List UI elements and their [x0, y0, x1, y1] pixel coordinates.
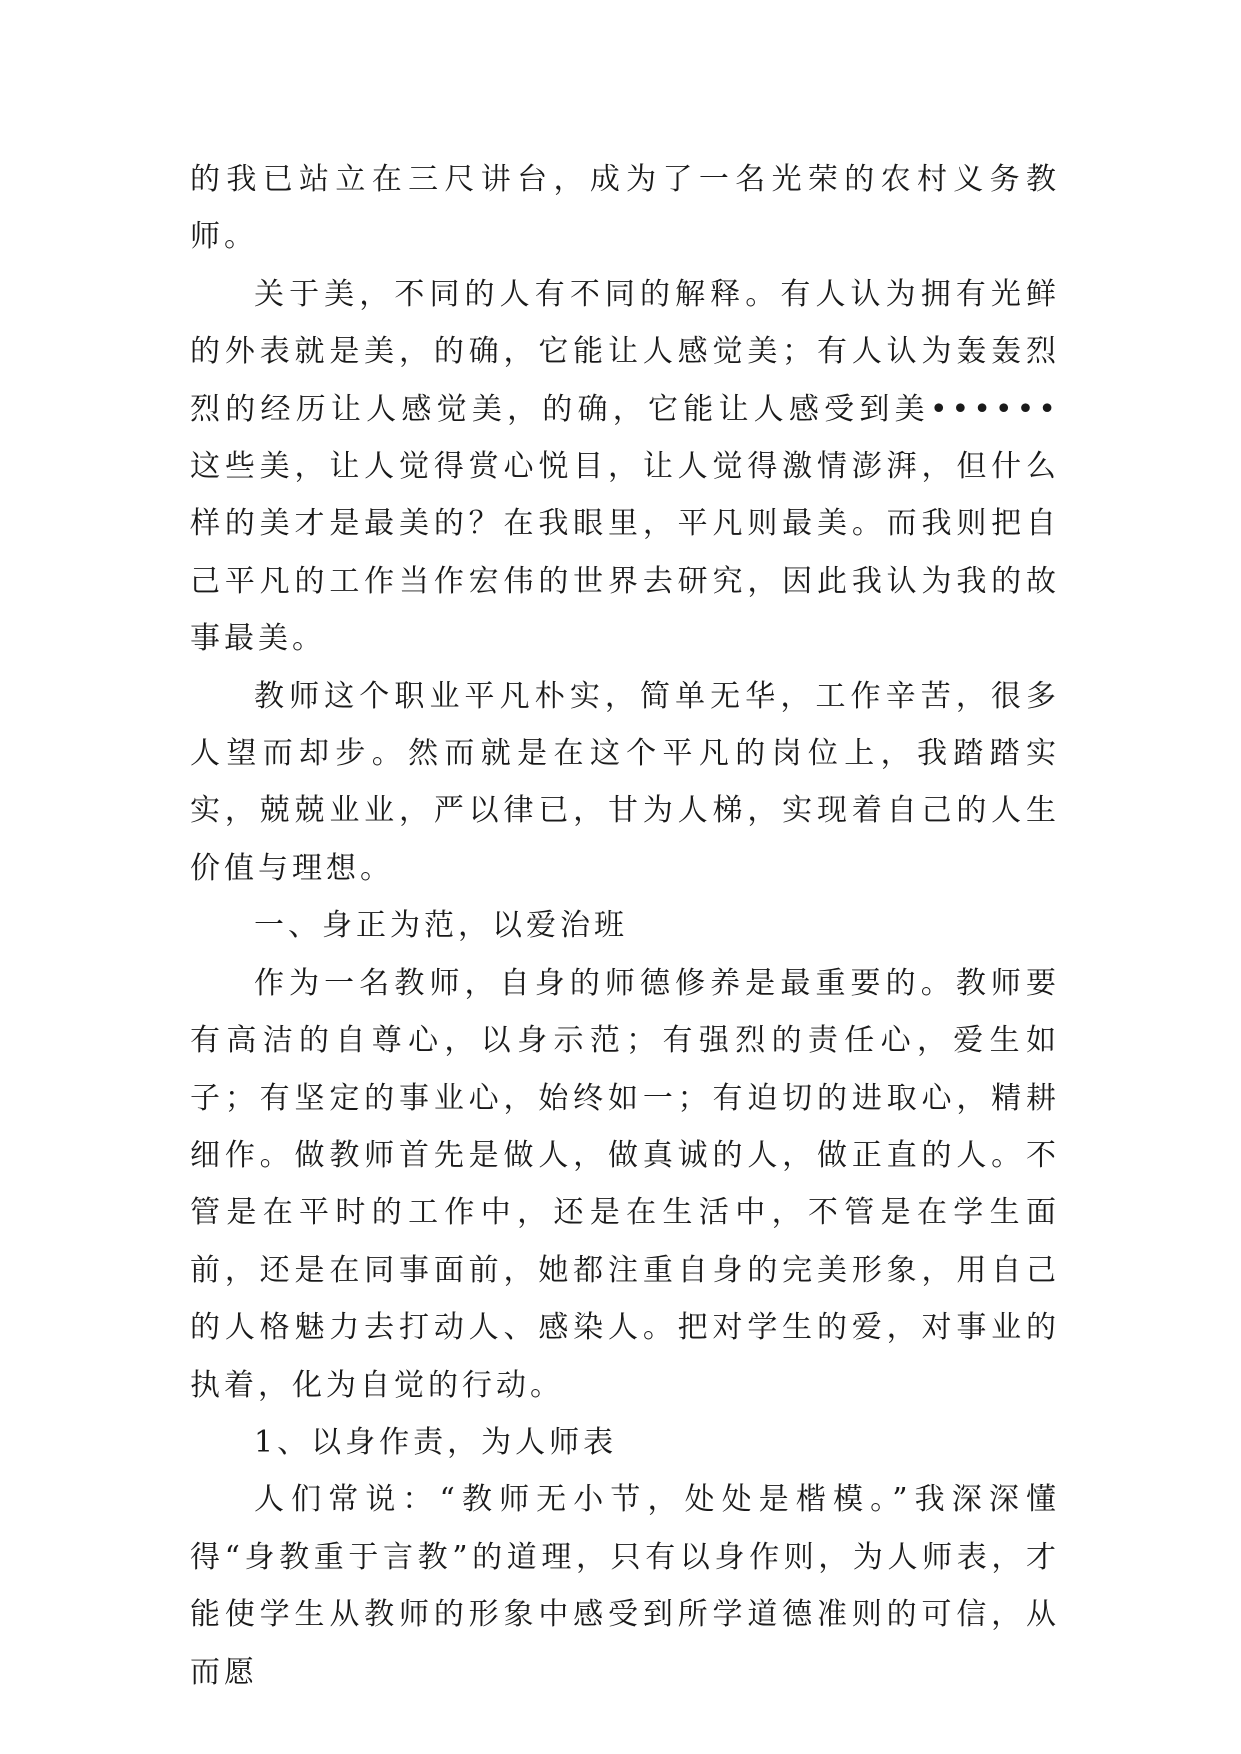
document-body: [190, 151, 1060, 1701]
paragraph-continuation: 的我已站立在三尺讲台，成为了一名光荣的农村义务教师。: [190, 162, 1060, 255]
paragraph-about-beauty: 关于美，不同的人有不同的解释。有人认为拥有光鲜的外表就是美，的确，它能让人感觉美；有人认为轰轰烈烈的经历让人感觉美，的确，它能让人感受到美••••••这些美，让人觉得赏心悦目，让人觉得激情澎湃，但什么样的美才是最美的？在我眼里，平凡则最美。而我则把自己平凡的工作当作宏伟的世界去研究，因此我认为我的故事最美。: [190, 276, 1060, 657]
subsection-heading-1: 1、以身作责，为人师表: [254, 1424, 618, 1460]
paragraph-lead-by-example: 人们常说：“教师无小节，处处是楷模。”我深深懂得“身教重于言教”的道理，只有以身作则，为人师表，才能使学生从教师的形象中感受到所学道德准则的可信，从而愿: [190, 1482, 1060, 1690]
paragraph-teacher-ethics: 作为一名教师，自身的师德修养是最重要的。教师要有高洁的自尊心，以身示范；有强烈的责任心，爱生如子；有坚定的事业心，始终如一；有迫切的进取心，精耕细作。做教师首先是做人，做真诚的人，做正直的人。不管是在平时的工作中，还是在生活中，不管是在学生面前，还是在同事面前，她都注重自身的完美形象，用自己的人格魅力去打动人、感染人。把对学生的爱，对事业的执着，化为自觉的行动。: [190, 965, 1060, 1403]
paragraph-teacher-profession: 教师这个职业平凡朴实，简单无华，工作辛苦，很多人望而却步。然而就是在这个平凡的岗位上，我踏踏实实，兢兢业业，严以律已，甘为人梯，实现着自己的人生价值与理想。: [190, 678, 1060, 886]
section-heading-1: 一、身正为范，以爱治班: [254, 908, 628, 944]
